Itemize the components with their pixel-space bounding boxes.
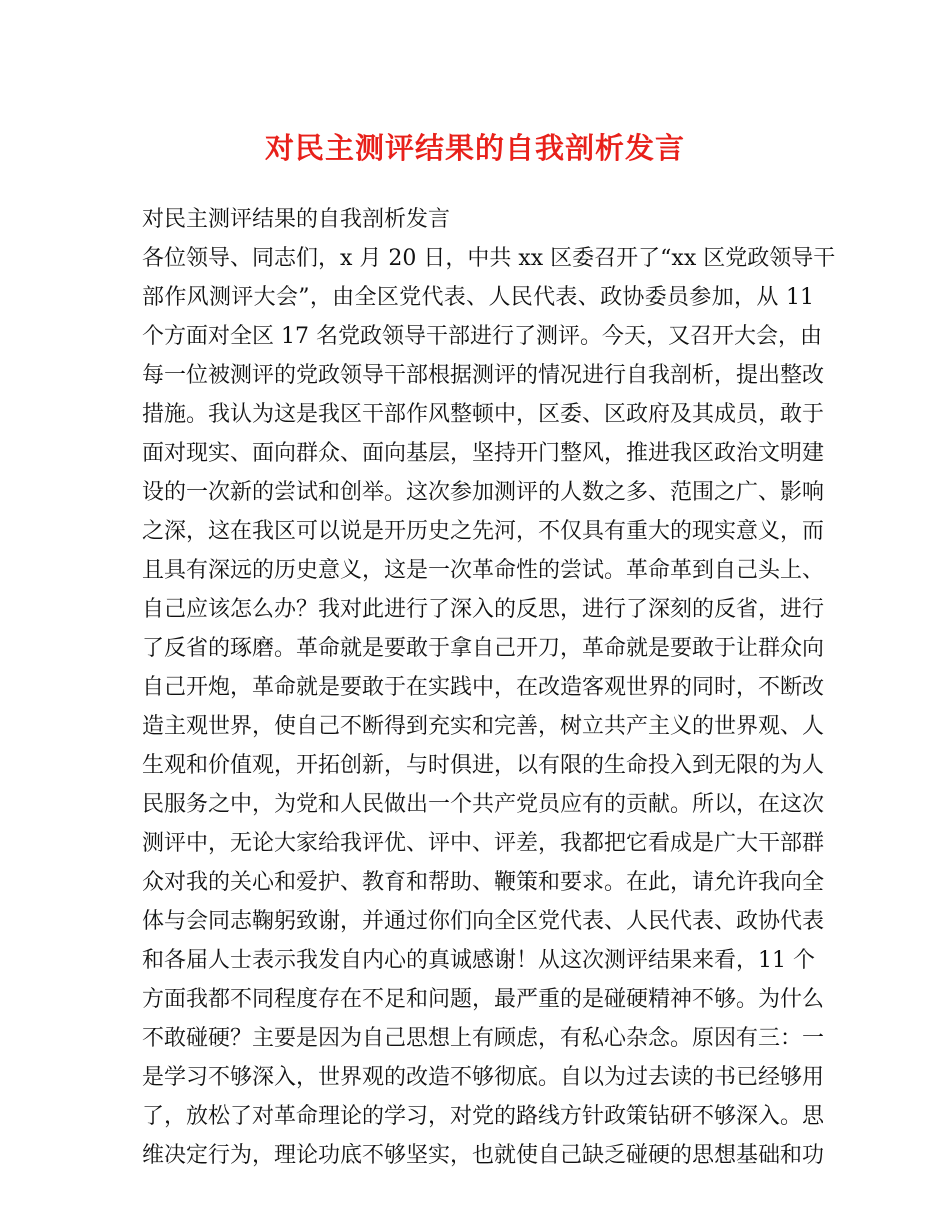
body-line: 和各届人士表示我发自内心的真诚感谢！从这次测评结果来看，11 个 (142, 948, 815, 973)
body-line: 面对现实、面向群众、面向基层，坚持开门整风，推进我区政治文明建 (142, 441, 825, 466)
body-line: 造主观世界，使自己不断得到充实和完善，树立共产主义的世界观、人 (142, 714, 825, 739)
body-line: 测评中，无论大家给我评优、评中、评差，我都把它看成是广大干部群 (142, 831, 825, 856)
body-line: 了，放松了对革命理论的学习，对党的路线方针政策钻研不够深入。思 (142, 1104, 825, 1129)
body-line: 个方面对全区 17 名党政领导干部进行了测评。今天，又召开大会，由 (142, 324, 822, 349)
body-line: 各位领导、同志们，x 月 20 日，中共 xx 区委召开了“xx 区党政领导干 (142, 246, 836, 271)
document-body (142, 200, 836, 1175)
body-line: 每一位被测评的党政领导干部根据测评的情况进行自我剖析，提出整改 (142, 363, 825, 388)
body-line: 民服务之中，为党和人民做出一个共产党员应有的贡献。所以，在这次 (142, 792, 825, 817)
body-line: 措施。我认为这是我区干部作风整顿中，区委、区政府及其成员，敢于 (142, 402, 825, 427)
body-line: 维决定行为，理论功底不够坚实，也就使自己缺乏碰硬的思想基础和功 (142, 1143, 825, 1168)
body-line: 自己开炮，革命就是要敢于在实践中，在改造客观世界的同时，不断改 (142, 675, 825, 700)
body-line: 不敢碰硬？主要是因为自己思想上有顾虑，有私心杂念。原因有三：一 (142, 1026, 825, 1051)
document-title: 对民主测评结果的自我剖析发言 (264, 131, 685, 165)
body-line: 体与会同志鞠躬致谢，并通过你们向全区党代表、人民代表、政协代表 (142, 909, 825, 934)
body-line: 方面我都不同程度存在不足和问题，最严重的是碰硬精神不够。为什么 (142, 987, 825, 1012)
body-line: 之深，这在我区可以说是开历史之先河，不仅具有重大的现实意义，而 (142, 519, 825, 544)
body-line: 部作风测评大会”，由全区党代表、人民代表、政协委员参加，从 11 (142, 285, 814, 310)
body-line: 且具有深远的历史意义，这是一次革命性的尝试。革命革到自己头上、 (142, 558, 825, 583)
body-line: 众对我的关心和爱护、教育和帮助、鞭策和要求。在此，请允许我向全 (142, 870, 825, 895)
body-line: 生观和价值观，开拓创新，与时俱进，以有限的生命投入到无限的为人 (142, 753, 825, 778)
document-subtitle: 对民主测评结果的自我剖析发言 (142, 207, 451, 232)
body-line: 设的一次新的尝试和创举。这次参加测评的人数之多、范围之广、影响 (142, 480, 825, 505)
body-line: 自己应该怎么办？我对此进行了深入的反思，进行了深刻的反省，进行 (142, 597, 825, 622)
body-line: 了反省的琢磨。革命就是要敢于拿自己开刀，革命就是要敢于让群众向 (142, 636, 825, 661)
body-line: 是学习不够深入，世界观的改造不够彻底。自以为过去读的书已经够用 (142, 1065, 825, 1090)
